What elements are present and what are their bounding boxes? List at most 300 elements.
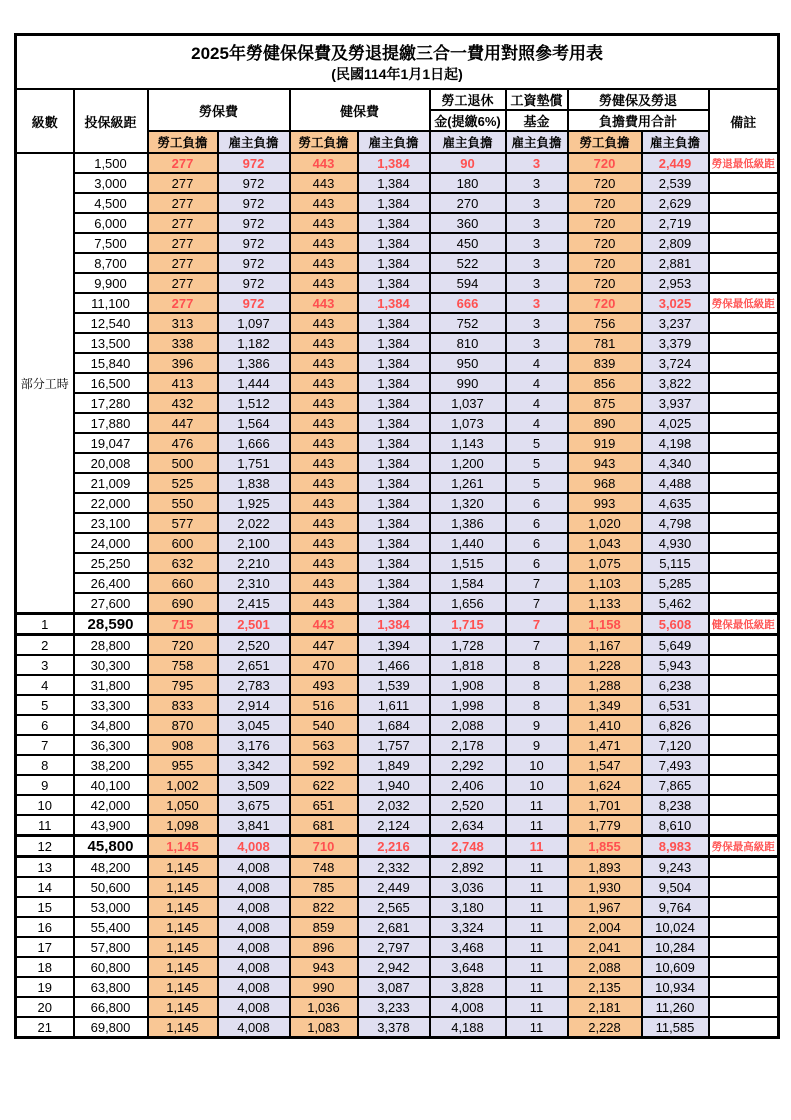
value-cell: 2,953 [642, 273, 709, 293]
level-cell: 11 [16, 815, 74, 836]
value-cell: 443 [290, 313, 358, 333]
bracket-cell: 31,800 [74, 675, 148, 695]
note-cell [709, 695, 779, 715]
note-cell [709, 253, 779, 273]
value-cell: 720 [568, 193, 642, 213]
value-cell: 870 [148, 715, 218, 735]
value-cell: 990 [430, 373, 506, 393]
value-cell: 11 [506, 1017, 568, 1038]
note-cell [709, 715, 779, 735]
value-cell: 8,610 [642, 815, 709, 836]
value-cell: 1,288 [568, 675, 642, 695]
table-row [16, 233, 779, 253]
value-cell: 277 [148, 233, 218, 253]
value-cell: 720 [568, 233, 642, 253]
value-cell: 1,050 [148, 795, 218, 815]
subheader-labor-employee: 勞工負擔 [148, 131, 218, 153]
subheader-labor-employer: 雇主負擔 [218, 131, 290, 153]
table-row [16, 393, 779, 413]
value-cell: 1,384 [358, 473, 430, 493]
value-cell: 525 [148, 473, 218, 493]
value-cell: 1,471 [568, 735, 642, 755]
value-cell: 10,609 [642, 957, 709, 977]
level-cell: 21 [16, 1017, 74, 1038]
value-cell: 1,757 [358, 735, 430, 755]
value-cell: 277 [148, 213, 218, 233]
premium-reference-table [14, 33, 780, 1039]
value-cell: 3,237 [642, 313, 709, 333]
bracket-cell: 3,000 [74, 173, 148, 193]
value-cell: 950 [430, 353, 506, 373]
value-cell: 651 [290, 795, 358, 815]
value-cell: 493 [290, 675, 358, 695]
value-cell: 5,285 [642, 573, 709, 593]
value-cell: 972 [218, 273, 290, 293]
value-cell: 1,075 [568, 553, 642, 573]
value-cell: 1,751 [218, 453, 290, 473]
bracket-cell: 17,280 [74, 393, 148, 413]
bracket-cell: 20,008 [74, 453, 148, 473]
value-cell: 972 [218, 173, 290, 193]
value-cell: 3 [506, 173, 568, 193]
note-cell [709, 273, 779, 293]
value-cell: 270 [430, 193, 506, 213]
value-cell: 1,384 [358, 533, 430, 553]
value-cell: 3,937 [642, 393, 709, 413]
note-cell [709, 433, 779, 453]
bracket-cell: 21,009 [74, 473, 148, 493]
value-cell: 943 [568, 453, 642, 473]
value-cell: 577 [148, 513, 218, 533]
value-cell: 443 [290, 473, 358, 493]
value-cell: 396 [148, 353, 218, 373]
value-cell: 2,539 [642, 173, 709, 193]
value-cell: 1,386 [430, 513, 506, 533]
value-cell: 11 [506, 917, 568, 937]
note-cell: 勞保最高級距 [709, 836, 779, 857]
value-cell: 443 [290, 353, 358, 373]
subheader-wage-fund-employer: 雇主負擔 [506, 131, 568, 153]
value-cell: 443 [290, 173, 358, 193]
value-cell: 90 [430, 153, 506, 173]
value-cell: 8 [506, 655, 568, 675]
page-subtitle: (民國114年1月1日起) [331, 66, 463, 83]
value-cell: 443 [290, 614, 358, 635]
table-row [16, 957, 779, 977]
value-cell: 3,180 [430, 897, 506, 917]
value-cell: 720 [568, 173, 642, 193]
value-cell: 4 [506, 393, 568, 413]
bracket-cell: 13,500 [74, 333, 148, 353]
bracket-cell: 17,880 [74, 413, 148, 433]
col-header-wage-fund-line1: 工資墊償 [506, 89, 568, 110]
value-cell: 594 [430, 273, 506, 293]
value-cell: 3 [506, 153, 568, 173]
level-cell: 8 [16, 755, 74, 775]
value-cell: 3 [506, 253, 568, 273]
value-cell: 1,320 [430, 493, 506, 513]
table-body [16, 153, 779, 1038]
value-cell: 1,145 [148, 897, 218, 917]
value-cell: 1,098 [148, 815, 218, 836]
bracket-cell: 36,300 [74, 735, 148, 755]
value-cell: 756 [568, 313, 642, 333]
note-cell [709, 453, 779, 473]
value-cell: 720 [568, 213, 642, 233]
value-cell: 875 [568, 393, 642, 413]
value-cell: 2,041 [568, 937, 642, 957]
col-header-health-fee: 健保費 [290, 89, 430, 131]
level-cell: 部分工時 [16, 153, 74, 614]
table-row [16, 917, 779, 937]
value-cell: 908 [148, 735, 218, 755]
value-cell: 1,584 [430, 573, 506, 593]
table-row [16, 193, 779, 213]
level-cell: 6 [16, 715, 74, 735]
value-cell: 4,008 [218, 897, 290, 917]
value-cell: 9,504 [642, 877, 709, 897]
value-cell: 2,797 [358, 937, 430, 957]
bracket-cell: 4,500 [74, 193, 148, 213]
bracket-cell: 33,300 [74, 695, 148, 715]
value-cell: 1,624 [568, 775, 642, 795]
table-row [16, 897, 779, 917]
value-cell: 720 [148, 635, 218, 656]
note-cell [709, 815, 779, 836]
value-cell: 277 [148, 193, 218, 213]
bracket-cell: 26,400 [74, 573, 148, 593]
value-cell: 839 [568, 353, 642, 373]
header-group-row-1 [16, 89, 779, 110]
table-row [16, 997, 779, 1017]
value-cell: 1,515 [430, 553, 506, 573]
note-cell [709, 735, 779, 755]
subheader-health-employee: 勞工負擔 [290, 131, 358, 153]
subheader-total-employer: 雇主負擔 [642, 131, 709, 153]
value-cell: 1,261 [430, 473, 506, 493]
note-cell: 勞退最低級距 [709, 153, 779, 173]
value-cell: 720 [568, 293, 642, 313]
value-cell: 1,838 [218, 473, 290, 493]
value-cell: 3 [506, 333, 568, 353]
value-cell: 1,145 [148, 857, 218, 878]
table-row [16, 735, 779, 755]
bracket-cell: 40,100 [74, 775, 148, 795]
value-cell: 1,384 [358, 173, 430, 193]
value-cell: 1,384 [358, 353, 430, 373]
value-cell: 443 [290, 593, 358, 614]
note-cell [709, 997, 779, 1017]
value-cell: 660 [148, 573, 218, 593]
value-cell: 2,520 [430, 795, 506, 815]
value-cell: 443 [290, 433, 358, 453]
value-cell: 795 [148, 675, 218, 695]
level-cell: 20 [16, 997, 74, 1017]
value-cell: 4,798 [642, 513, 709, 533]
value-cell: 2,681 [358, 917, 430, 937]
value-cell: 6 [506, 553, 568, 573]
value-cell: 3,509 [218, 775, 290, 795]
value-cell: 443 [290, 513, 358, 533]
value-cell: 443 [290, 413, 358, 433]
level-cell: 19 [16, 977, 74, 997]
value-cell: 666 [430, 293, 506, 313]
note-cell [709, 353, 779, 373]
value-cell: 720 [568, 153, 642, 173]
value-cell: 3 [506, 233, 568, 253]
table-row [16, 795, 779, 815]
note-cell [709, 473, 779, 493]
value-cell: 5,608 [642, 614, 709, 635]
value-cell: 4,008 [218, 1017, 290, 1038]
value-cell: 3,468 [430, 937, 506, 957]
value-cell: 11,585 [642, 1017, 709, 1038]
value-cell: 4,008 [218, 857, 290, 878]
value-cell: 1,145 [148, 977, 218, 997]
value-cell: 1,384 [358, 513, 430, 533]
value-cell: 11 [506, 977, 568, 997]
value-cell: 443 [290, 533, 358, 553]
note-cell [709, 333, 779, 353]
value-cell: 7,493 [642, 755, 709, 775]
value-cell: 1,849 [358, 755, 430, 775]
value-cell: 5 [506, 453, 568, 473]
value-cell: 822 [290, 897, 358, 917]
note-cell [709, 655, 779, 675]
value-cell: 1,384 [358, 393, 430, 413]
bracket-cell: 6,000 [74, 213, 148, 233]
table-row [16, 695, 779, 715]
value-cell: 810 [430, 333, 506, 353]
value-cell: 9 [506, 735, 568, 755]
value-cell: 1,145 [148, 1017, 218, 1038]
value-cell: 1,940 [358, 775, 430, 795]
note-cell [709, 675, 779, 695]
value-cell: 955 [148, 755, 218, 775]
value-cell: 550 [148, 493, 218, 513]
value-cell: 833 [148, 695, 218, 715]
bracket-cell: 63,800 [74, 977, 148, 997]
value-cell: 6,531 [642, 695, 709, 715]
value-cell: 3,045 [218, 715, 290, 735]
value-cell: 890 [568, 413, 642, 433]
value-cell: 1,384 [358, 253, 430, 273]
value-cell: 2,310 [218, 573, 290, 593]
value-cell: 1,967 [568, 897, 642, 917]
value-cell: 1,143 [430, 433, 506, 453]
value-cell: 2,719 [642, 213, 709, 233]
value-cell: 11 [506, 937, 568, 957]
bracket-cell: 8,700 [74, 253, 148, 273]
value-cell: 4,008 [218, 917, 290, 937]
value-cell: 990 [290, 977, 358, 997]
table-header [16, 35, 779, 154]
value-cell: 1,466 [358, 655, 430, 675]
bracket-cell: 60,800 [74, 957, 148, 977]
level-cell: 3 [16, 655, 74, 675]
col-header-level: 級數 [16, 89, 74, 153]
note-cell [709, 513, 779, 533]
value-cell: 600 [148, 533, 218, 553]
value-cell: 2,332 [358, 857, 430, 878]
value-cell: 2,881 [642, 253, 709, 273]
value-cell: 2,520 [218, 635, 290, 656]
note-cell [709, 533, 779, 553]
value-cell: 1,384 [358, 333, 430, 353]
value-cell: 1,145 [148, 917, 218, 937]
bracket-cell: 28,590 [74, 614, 148, 635]
value-cell: 4,930 [642, 533, 709, 553]
value-cell: 1,394 [358, 635, 430, 656]
value-cell: 11 [506, 815, 568, 836]
value-cell: 3 [506, 273, 568, 293]
value-cell: 6,238 [642, 675, 709, 695]
value-cell: 972 [218, 293, 290, 313]
value-cell: 1,611 [358, 695, 430, 715]
col-header-wage-fund-line2: 基金 [506, 110, 568, 131]
value-cell: 563 [290, 735, 358, 755]
subheader-total-employee: 勞工負擔 [568, 131, 642, 153]
value-cell: 2,501 [218, 614, 290, 635]
value-cell: 2,135 [568, 977, 642, 997]
value-cell: 443 [290, 273, 358, 293]
table-row [16, 675, 779, 695]
value-cell: 313 [148, 313, 218, 333]
value-cell: 11 [506, 997, 568, 1017]
value-cell: 1,384 [358, 553, 430, 573]
value-cell: 710 [290, 836, 358, 857]
col-header-remark: 備註 [709, 89, 779, 153]
value-cell: 443 [290, 193, 358, 213]
value-cell: 9,764 [642, 897, 709, 917]
bracket-cell: 22,000 [74, 493, 148, 513]
value-cell: 1,133 [568, 593, 642, 614]
table-row [16, 815, 779, 836]
value-cell: 681 [290, 815, 358, 836]
value-cell: 622 [290, 775, 358, 795]
level-cell: 9 [16, 775, 74, 795]
value-cell: 2,088 [430, 715, 506, 735]
value-cell: 781 [568, 333, 642, 353]
value-cell: 1,855 [568, 836, 642, 857]
value-cell: 1,410 [568, 715, 642, 735]
table-row [16, 253, 779, 273]
level-cell: 16 [16, 917, 74, 937]
level-cell: 10 [16, 795, 74, 815]
value-cell: 3,324 [430, 917, 506, 937]
table-title-block [16, 35, 779, 90]
value-cell: 180 [430, 173, 506, 193]
table-row [16, 273, 779, 293]
note-cell [709, 977, 779, 997]
value-cell: 3,822 [642, 373, 709, 393]
bracket-cell: 1,500 [74, 153, 148, 173]
value-cell: 1,384 [358, 313, 430, 333]
value-cell: 2,634 [430, 815, 506, 836]
bracket-cell: 24,000 [74, 533, 148, 553]
value-cell: 11 [506, 957, 568, 977]
value-cell: 2,100 [218, 533, 290, 553]
value-cell: 1,386 [218, 353, 290, 373]
value-cell: 8 [506, 675, 568, 695]
value-cell: 1,684 [358, 715, 430, 735]
value-cell: 443 [290, 453, 358, 473]
value-cell: 1,097 [218, 313, 290, 333]
value-cell: 785 [290, 877, 358, 897]
bracket-cell: 27,600 [74, 593, 148, 614]
level-cell: 12 [16, 836, 74, 857]
value-cell: 2,565 [358, 897, 430, 917]
note-cell [709, 877, 779, 897]
value-cell: 972 [218, 193, 290, 213]
page-title: 2025年勞健保保費及勞退提繳三合一費用對照參考用表 [191, 43, 603, 63]
value-cell: 1,384 [358, 373, 430, 393]
note-cell [709, 857, 779, 878]
note-cell [709, 755, 779, 775]
value-cell: 4,188 [430, 1017, 506, 1038]
value-cell: 450 [430, 233, 506, 253]
value-cell: 443 [290, 573, 358, 593]
value-cell: 2,124 [358, 815, 430, 836]
value-cell: 758 [148, 655, 218, 675]
bracket-cell: 16,500 [74, 373, 148, 393]
value-cell: 4,635 [642, 493, 709, 513]
level-cell: 5 [16, 695, 74, 715]
value-cell: 1,930 [568, 877, 642, 897]
value-cell: 943 [290, 957, 358, 977]
value-cell: 1,145 [148, 957, 218, 977]
value-cell: 972 [218, 233, 290, 253]
value-cell: 1,564 [218, 413, 290, 433]
value-cell: 4,008 [218, 877, 290, 897]
value-cell: 1,200 [430, 453, 506, 473]
value-cell: 3,176 [218, 735, 290, 755]
level-cell: 1 [16, 614, 74, 635]
level-cell: 14 [16, 877, 74, 897]
note-cell [709, 413, 779, 433]
value-cell: 5,943 [642, 655, 709, 675]
value-cell: 1,182 [218, 333, 290, 353]
bracket-cell: 38,200 [74, 755, 148, 775]
value-cell: 6 [506, 533, 568, 553]
value-cell: 2,210 [218, 553, 290, 573]
value-cell: 432 [148, 393, 218, 413]
note-cell [709, 937, 779, 957]
value-cell: 3,036 [430, 877, 506, 897]
value-cell: 1,893 [568, 857, 642, 878]
table-row [16, 173, 779, 193]
note-cell [709, 373, 779, 393]
value-cell: 11 [506, 857, 568, 878]
value-cell: 443 [290, 553, 358, 573]
value-cell: 2,892 [430, 857, 506, 878]
value-cell: 1,715 [430, 614, 506, 635]
value-cell: 1,384 [358, 573, 430, 593]
value-cell: 4,025 [642, 413, 709, 433]
value-cell: 1,384 [358, 153, 430, 173]
value-cell: 10,934 [642, 977, 709, 997]
value-cell: 2,651 [218, 655, 290, 675]
value-cell: 856 [568, 373, 642, 393]
value-cell: 1,384 [358, 213, 430, 233]
table-row [16, 353, 779, 373]
value-cell: 1,925 [218, 493, 290, 513]
value-cell: 1,666 [218, 433, 290, 453]
note-cell [709, 233, 779, 253]
value-cell: 3,841 [218, 815, 290, 836]
value-cell: 7,865 [642, 775, 709, 795]
level-cell: 2 [16, 635, 74, 656]
